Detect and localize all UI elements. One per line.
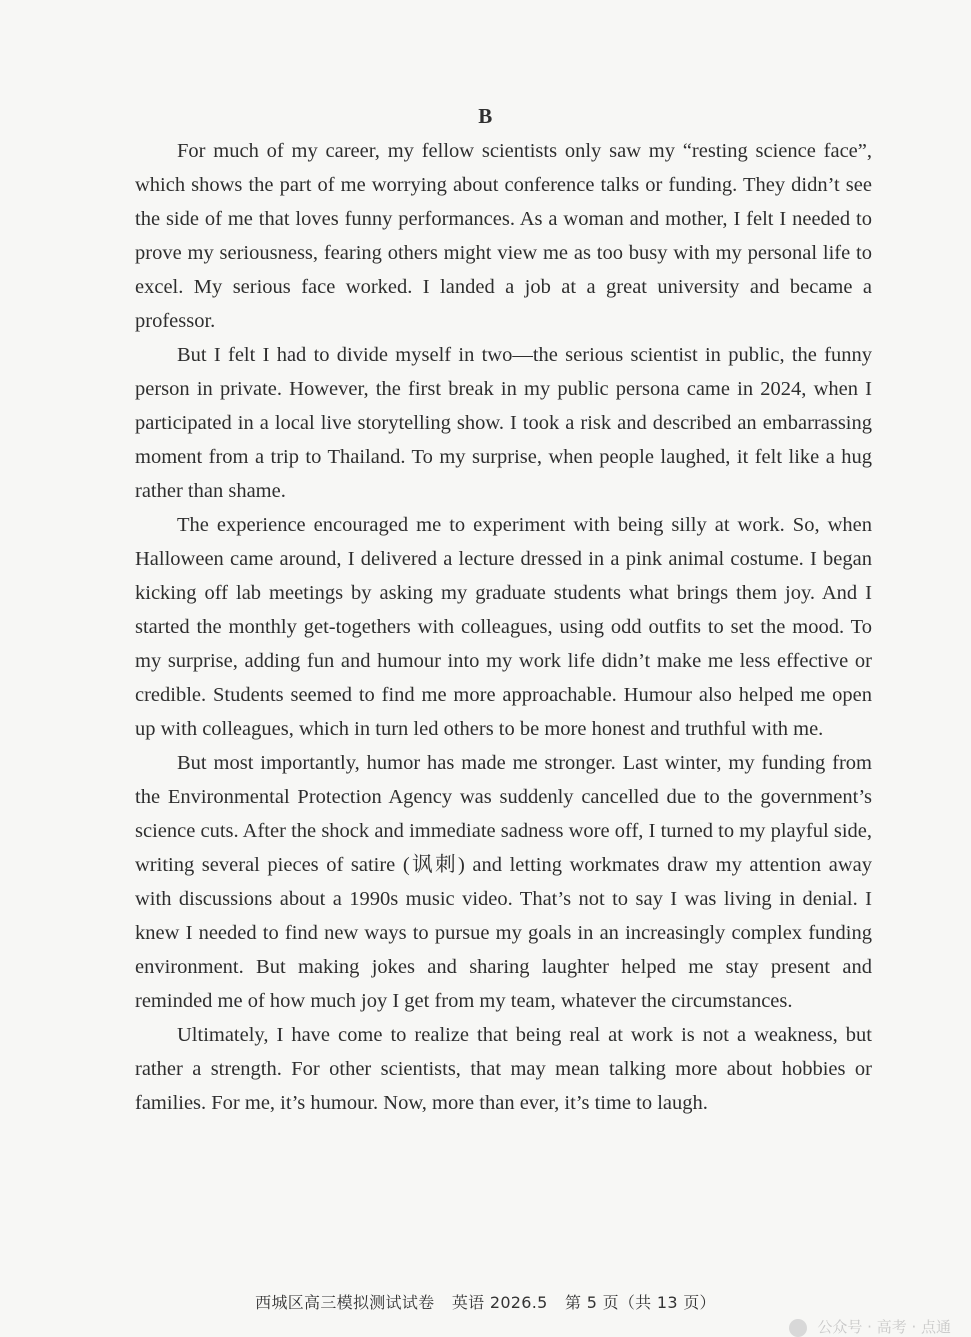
page-number: 第 5 页（共 13 页） xyxy=(565,1293,716,1312)
paragraph-4: But most importantly, humor has made me stronger. Last winter, my funding from the Environmental Protection Agency was suddenly cancelled due to the government’s science cuts. After the shock and immediate sadness wore off, I turned to my playful side, writing several pieces of satire (讽刺) and letting workmates draw my attention away with discussions about a 1990s music video. That’s not to say I was living in denial. I knew I needed to find new ways to pursue my goals in an increasingly complex funding environment. But making jokes and sharing laughter helped me stay present and reminded me of how much joy I get from my team, whatever the circumstances. xyxy=(135,752,872,1012)
paragraph-2: But I felt I had to divide myself in two—the serious scientist in public, the funny person in private. However, the first break in my public persona came in 2024, when I participated in a local live storytelling show. I took a risk and described an embarrassing moment from a trip to Thailand. To my surprise, when people laughed, it felt like a hug rather than shame. xyxy=(135,344,872,502)
watermark-text: 公众号 · 高考 · 点通 xyxy=(817,1318,951,1336)
wechat-account-icon xyxy=(789,1319,807,1337)
paragraph-3: The experience encouraged me to experiment with being silly at work. So, when Halloween came around, I delivered a lecture dressed in a pink animal costume. I began kicking off lab meetings by asking my graduate students what brings them joy. And I started the monthly get-togethers with colleagues, using odd outfits to set the mood. To my surprise, adding fun and humour into my work life didn’t make me less effective or credible. Students seemed to find me more approachable. Humour also helped me open up with colleagues, which in turn led others to be more honest and truthful with me. xyxy=(135,514,872,740)
exam-name: 西城区高三模拟测试试卷 xyxy=(255,1293,435,1312)
page-footer xyxy=(0,1290,971,1313)
subject-date: 英语 2026.5 xyxy=(451,1293,548,1312)
reading-passage xyxy=(135,134,872,1120)
paragraph-5: Ultimately, I have come to realize that being real at work is not a weakness, but rather a strength. For other scientists, that may mean talking more about hobbies or families. For me, it’s humour. Now, more than ever, it’s time to laugh. xyxy=(135,1024,872,1114)
paragraph-1: For much of my career, my fellow scientists only saw my “resting science face”, which shows the part of me worrying about conference talks or funding. They didn’t see the side of me that loves funny performances. As a woman and mother, I felt I needed to prove my seriousness, fearing others might view me as too busy with my personal life to excel. My serious face worked. I landed a job at a great university and became a professor. xyxy=(135,140,872,332)
section-label: B xyxy=(478,104,493,128)
